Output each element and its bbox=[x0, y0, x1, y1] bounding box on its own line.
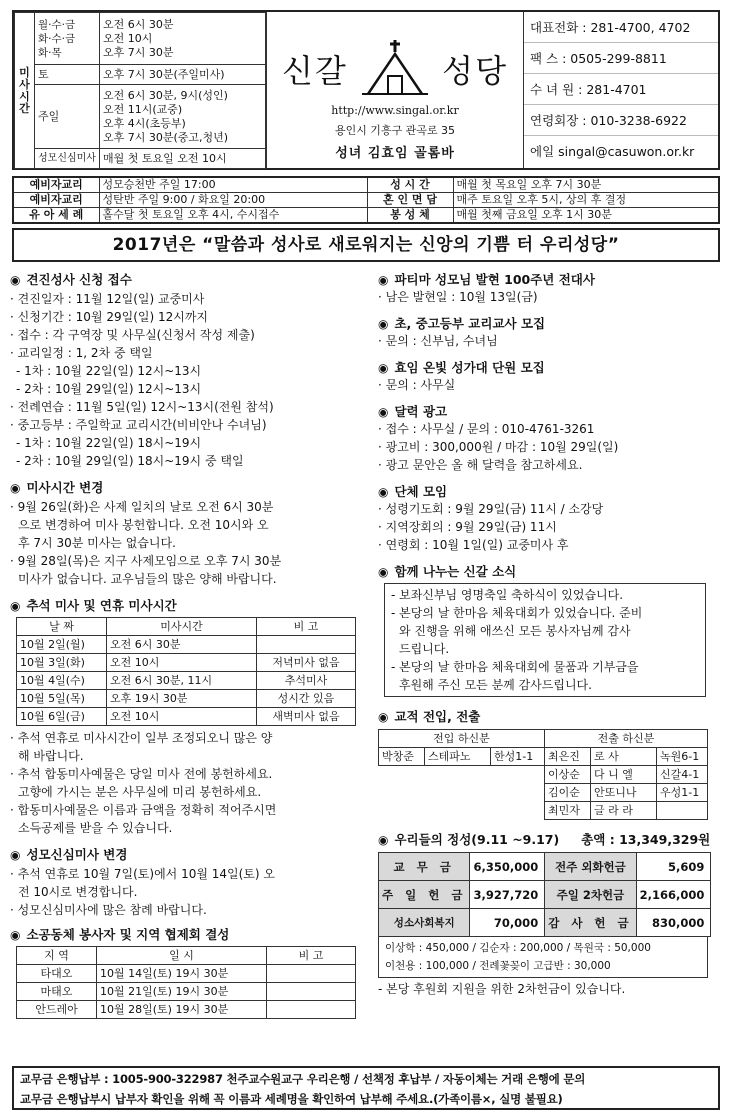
mass-saturday-day: 토 bbox=[35, 65, 100, 85]
info-row: 유 아 세 례 홀수달 첫 토요일 오후 4시, 수시접수 봉 성 체 매월 첫째 금요일 오후 1시 30분 bbox=[13, 208, 719, 224]
section-offering-title: ◉ 우리들의 정성(9.11 ~9.17) 총액 : 13,349,329원 bbox=[378, 832, 711, 847]
mass-weekday-times: 오전 6시 30분 오전 10시 오후 7시 30분 bbox=[99, 13, 265, 65]
section-fatima-title: ◉ 파티마 성모님 발현 100주년 전대사 bbox=[378, 272, 595, 287]
mass-weekday-days: 월·수·금 화·수·금 화·목 bbox=[35, 13, 100, 65]
table-row: 타대오 10월 14일(토) 19시 30분 bbox=[17, 965, 356, 983]
info-row: 예비자교리 성모승천반 주일 17:00 성 시 간 매월 첫 목요일 오후 7시 30분 bbox=[13, 177, 719, 193]
table-row: 10월 6일(금) 오전 10시 새벽미사 없음 bbox=[17, 708, 356, 726]
community-table: 지 역 일 시 비 고 타대오 10월 14일(토) 19시 30분 마태오 10월 21일(토) 19시 30분 안드레아 10월 28일(토) 19시 30분 bbox=[16, 946, 356, 1019]
church-name: 신갈 성당 bbox=[267, 38, 523, 96]
table-row: 마태오 10월 21일(토) 19시 30분 bbox=[17, 983, 356, 1001]
mass-marian-day: 성모신심미사 bbox=[35, 149, 100, 169]
section-chuseok-notes: · 추석 연휴로 미사시간이 일부 조정되오니 많은 양 해 바랍니다. · 추석 합동미사예물은 당일 미사 전에 봉헌하세요. 고향에 가시는 분은 사무실에 미리 봉헌하세요. · 합동미사예물은 이름과 금액을 정확히 적어주시면 소득공제를 받을 수 있습니다. bbox=[10, 731, 277, 835]
mass-marian-time: 매월 첫 토요일 오전 10시 bbox=[99, 149, 265, 169]
church-logo-area bbox=[266, 12, 524, 168]
table-row: 10월 5일(목) 오후 19시 30분 성시간 있음 bbox=[17, 690, 356, 708]
church-address: 용인시 기흥구 관곡로 35 bbox=[334, 124, 456, 137]
section-confirmation-body: · 견진일자 : 11월 12일(일) 교중미사 · 신청기간 : 10월 29일(일) 12시까지 · 접수 : 각 구역장 및 사무실(신청서 작성 제출) · 교리일정 : 1, 2차 중 택일 - 1차 : 10월 22일(일) 12시~13시 - 2차 : 10월 29일(일) 12시~13시 · 전례연습 : 11월 5일(일) 12시~13시(전원 참석) · 중고등부 : 주일학교 교리시간(비비안나 수녀님) - 1차 : 10월 22일(일) 18시~19시 - 2차 : 10월 29일(일) 18시~19시 중 택일 bbox=[10, 292, 274, 468]
section-news-title: ◉ 함께 나누는 신갈 소식 bbox=[378, 564, 517, 579]
section-confirmation-title: ◉ 견진성사 신청 접수 bbox=[10, 272, 132, 287]
header-box bbox=[12, 10, 720, 170]
yearly-theme-banner: 2017년은 “말씀과 성사로 새로워지는 신앙의 기쁨 터 우리성당” bbox=[12, 228, 720, 262]
transfer-table: 전입 하신분 전출 하신분 박창준 스테파노 한성1-1 최은진 로 사 녹원6-1 이상순 다 니 엘 신갈4-1 김이순 안또니나 우성1-1 최민자 글 라 라 bbox=[378, 729, 708, 820]
table-row: 이상순 다 니 엘 신갈4-1 bbox=[379, 766, 708, 784]
section-mass-change-body: · 9월 26일(화)은 사제 일치의 날로 오전 6시 30분 으로 변경하여 미사 봉헌합니다. 오전 10시와 오 후 7시 30분 미사는 없습니다. · 9월 28일(목)은 지구 사제모임으로 오후 7시 30분 미사가 없습니다. 교우님들의 많은 양해 바랍니다. bbox=[10, 500, 282, 586]
contact-list bbox=[524, 12, 718, 168]
contact-funeral-head: 연령회장 : 010-3238-6922 bbox=[524, 105, 718, 136]
mass-sunday-times: 오전 6시 30분, 9시(성인) 오전 11시(교중) 오후 4시(초등부) 오후 7시 30분(중고,청년) bbox=[99, 85, 265, 149]
church-patron: 성녀 김효임 골롬바 bbox=[335, 146, 455, 161]
info-row: 예비자교리 성탄반 주일 9:00 / 화요일 20:00 혼 인 면 담 매주 토요일 오후 5시, 상의 후 결정 bbox=[13, 193, 719, 208]
mass-schedule-table bbox=[14, 12, 266, 169]
contact-email[interactable]: 에일 singal@casuwon.or.kr bbox=[530, 144, 695, 159]
mass-time-label: 미 사 시 간 bbox=[15, 13, 35, 169]
section-community-title: ◉ 소공동체 봉사자 및 지역 협제회 결성 bbox=[10, 927, 230, 942]
section-fatima-body: · 남은 발현일 : 10월 13일(금) bbox=[378, 290, 538, 304]
contact-convent: 수 녀 원 : 281-4701 bbox=[524, 74, 718, 105]
mass-saturday-time: 오후 7시 30분(주일미사) bbox=[99, 65, 265, 85]
chuseok-table: 날 짜 미사시간 비 고 10월 2일(월) 오전 6시 30분 10월 3일(화) 오전 10시 저녁미사 없음 10월 4일(수) 오전 6시 30분, 11시 추석미사 10월 5일(목) 오후 19시 30분 성시간 있음 10월 6일(금) 오전 10시 새벽미사 없음 bbox=[16, 617, 356, 726]
section-calendar-ad-body: · 접수 : 사무실 / 문의 : 010-4761-3261 · 광고비 : 300,000원 / 마감 : 10월 29일(일) · 광고 문안은 올 해 달력을 참고하세요. bbox=[378, 422, 619, 472]
table-row: 주 일 헌 금 3,927,720 주일 2차헌금 2,166,000 bbox=[379, 881, 711, 909]
offering-table bbox=[378, 852, 711, 937]
offering-total: 총액 : 13,349,329원 bbox=[581, 832, 711, 847]
section-marian-mass-title: ◉ 성모신심미사 변경 bbox=[10, 847, 128, 862]
offering-extra-box: 이상학 : 450,000 / 김순자 : 200,000 / 목원국 : 50,000 이천용 : 100,000 / 전례꽃꽂이 고급반 : 30,000 bbox=[378, 937, 708, 978]
table-row: 안드레아 10월 28일(토) 19시 30분 bbox=[17, 1001, 356, 1019]
section-chuseok-title: ◉ 추석 미사 및 연휴 미사시간 bbox=[10, 598, 177, 613]
section-catechist-title: ◉ 초, 중고등부 교리교사 모집 bbox=[378, 316, 546, 331]
church-building-icon bbox=[360, 38, 430, 96]
left-column bbox=[10, 270, 370, 1019]
offering-note: - 본당 후원회 지원을 위한 2차헌금이 있습니다. bbox=[378, 982, 626, 996]
news-box: - 보좌신부님 영명축일 축하식이 있었습니다. - 본당의 날 한마음 체육대회가 있었습니다. 준비 와 진행을 위해 애쓰신 모든 봉사자님께 감사 드립니다. - 본당의 날 한마음 체육대회에 물품과 기부금을 후원해 주신 모든 분께 감사드립니다. bbox=[384, 583, 706, 697]
table-row: 교 무 금 6,350,000 전주 외화헌금 5,609 bbox=[379, 853, 711, 881]
contact-fax: 팩 스 : 0505-299-8811 bbox=[524, 43, 718, 74]
contact-main-phone: 대표전화 : 281-4700, 4702 bbox=[524, 12, 718, 43]
table-row: 10월 2일(월) 오전 6시 30분 bbox=[17, 636, 356, 654]
section-meetings-body: · 성령기도회 : 9월 29일(금) 11시 / 소강당 · 지역장회의 : 9월 29일(금) 11시 · 연령회 : 10월 1일(일) 교중미사 후 bbox=[378, 502, 604, 552]
mass-sunday-day: 주일 bbox=[35, 85, 100, 149]
footer-bank-info: 교무금 은행납부 : 1005-900-322987 천주교수원교구 우리은행 / 선책정 후납부 / 자동이체는 거래 은행에 문의 교무금 은행납부시 납부자 확인을 위해 꼭 이름과 세례명을 확인하여 납부해 주세요.(가족이름×, 실명 불필요) bbox=[12, 1066, 720, 1110]
section-catechist-body: · 문의 : 신부님, 수녀님 bbox=[378, 334, 498, 348]
table-row: 10월 4일(수) 오전 6시 30분, 11시 추석미사 bbox=[17, 672, 356, 690]
table-row: 최민자 글 라 라 bbox=[379, 802, 708, 820]
table-row: 김이순 안또니나 우성1-1 bbox=[379, 784, 708, 802]
table-row: 성소사회복지 70,000 감 사 헌 금 830,000 bbox=[379, 909, 711, 937]
table-row: 박창준 스테파노 한성1-1 최은진 로 사 녹원6-1 bbox=[379, 748, 708, 766]
right-column bbox=[378, 270, 720, 998]
table-row: 10월 3일(화) 오전 10시 저녁미사 없음 bbox=[17, 654, 356, 672]
section-transfer-title: ◉ 교적 전입, 전출 bbox=[378, 709, 481, 724]
section-choir-body: · 문의 : 사무실 bbox=[378, 378, 456, 392]
section-mass-change-title: ◉ 미사시간 변경 bbox=[10, 480, 104, 495]
section-choir-title: ◉ 효임 온빛 성가대 단원 모집 bbox=[378, 360, 545, 375]
bullet-icon: ◉ bbox=[10, 273, 21, 287]
section-calendar-ad-title: ◉ 달력 광고 bbox=[378, 404, 448, 419]
section-meetings-title: ◉ 단체 모임 bbox=[378, 484, 448, 499]
church-url[interactable]: http://www.singal.or.kr bbox=[331, 104, 459, 117]
info-table bbox=[12, 176, 720, 224]
section-marian-mass-body: · 추석 연휴로 10월 7일(토)에서 10월 14일(토) 오 전 10시로 변경합니다. · 성모신심미사에 많은 참례 바랍니다. bbox=[10, 867, 275, 917]
